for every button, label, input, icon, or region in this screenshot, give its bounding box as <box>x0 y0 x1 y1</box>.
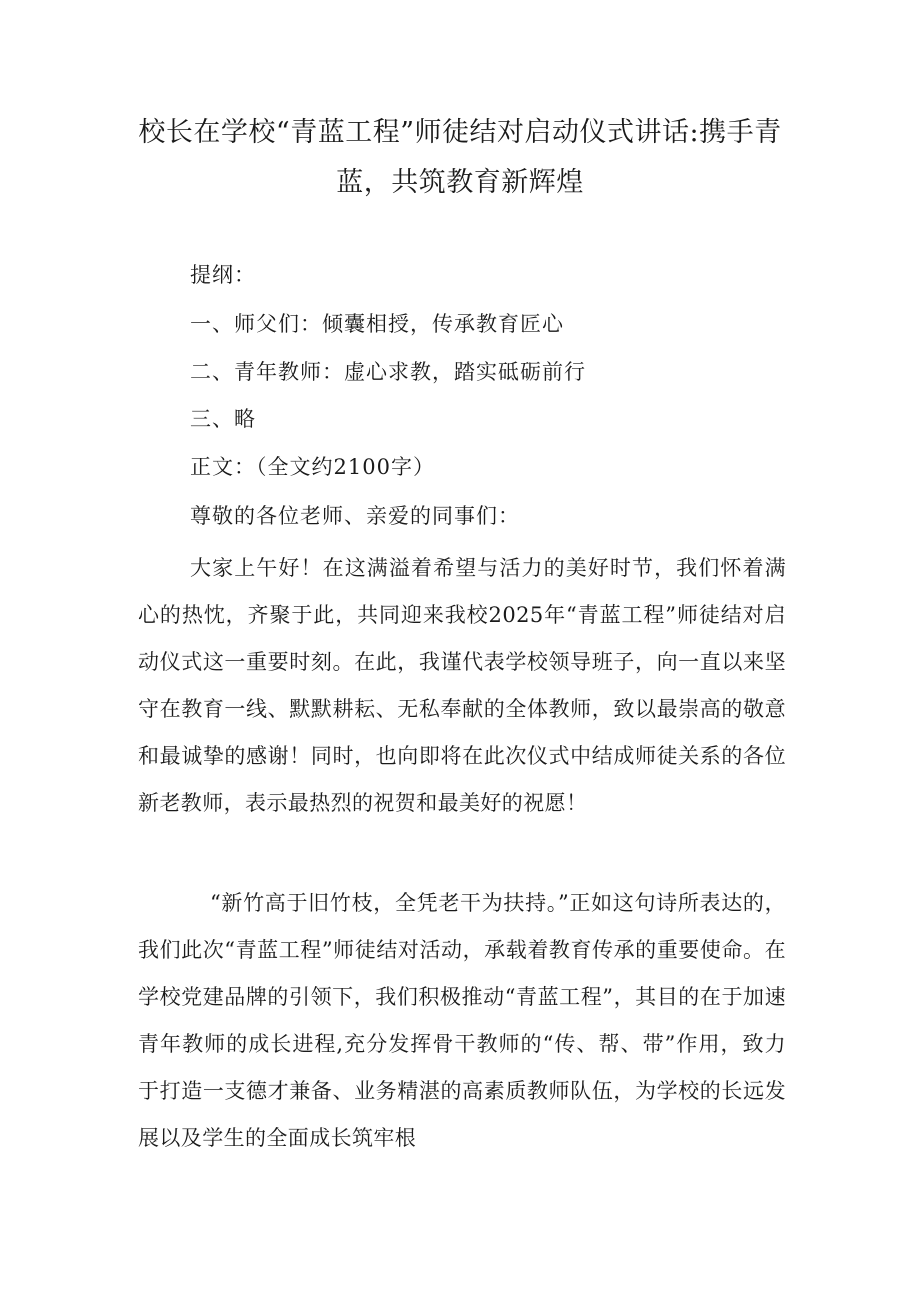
document-title: 校长在学校“青蓝工程”师徒结对启动仪式讲话:携手青蓝，共筑教育新辉煌 <box>138 117 782 198</box>
outline-item-2: 二、青年教师：虚心求教，踏实砥砺前行 <box>190 360 586 384</box>
outline-heading: 提纲： <box>190 263 256 287</box>
salutation: 尊敬的各位老师、亲爱的同事们： <box>190 504 520 528</box>
body-label: 正文：（全文约2100字） <box>190 455 435 479</box>
paragraph-1: 大家上午好！在这满溢着希望与活力的美好时节，我们怀着满心的热忱，齐聚于此，共同迎来我校2025年“青蓝工程”师徒结对启动仪式这一重要时刻。在此，我谨代表学校领导班子，向一直以来坚守在教育一线、默默耕耘、无私奉献的全体教师，致以最崇高的敬意和最诚挚的感谢！同时，也向即将在此次仪式中结成师徒关系的各位新老教师，表示最热烈的祝贺和最美好的祝愿！ <box>138 556 786 815</box>
paragraph-2: “新竹高于旧竹枝，全凭老干为扶持。”正如这句诗所表达的，我们此次“青蓝工程”师徒结对活动，承载着教育传承的重要使命。在学校党建品牌的引领下，我们积极推动“青蓝工程”，其目的在于加速青年教师的成长进程,充分发挥骨干教师的“传、帮、带”作用，致力于打造一支德才兼备、业务精湛的高素质教师队伍，为学校的长远发展以及学生的全面成长筑牢根 <box>138 891 786 1150</box>
outline-item-3: 三、略 <box>190 407 256 431</box>
outline-item-1: 一、师父们：倾囊相授，传承教育匠心 <box>190 312 564 336</box>
